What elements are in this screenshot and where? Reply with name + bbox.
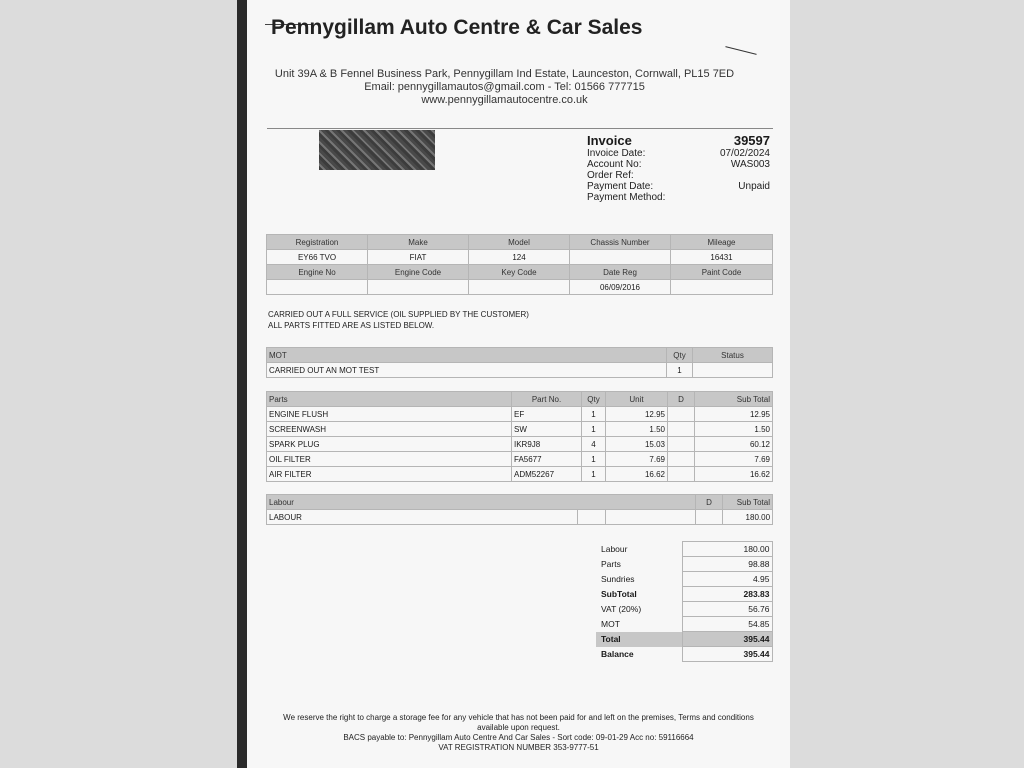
part-qty: 1 — [582, 407, 606, 422]
footer-vat-number: VAT REGISTRATION NUMBER 353-9777-51 — [438, 743, 599, 752]
part-qty: 4 — [582, 437, 606, 452]
part-unit: 1.50 — [606, 422, 668, 437]
table-row — [267, 510, 773, 525]
header-engine-no: Engine No — [267, 265, 368, 280]
table-row — [267, 363, 773, 378]
parts-header-qty: Qty — [582, 392, 606, 407]
part-qty: 1 — [582, 422, 606, 437]
parts-header-d: D — [668, 392, 695, 407]
make-value: FIAT — [368, 250, 469, 265]
part-sub-total: 12.95 — [695, 407, 773, 422]
totals-parts-value: 98.88 — [682, 557, 772, 572]
totals-subtotal-label: SubTotal — [601, 588, 637, 599]
labour-table — [266, 494, 773, 525]
totals-mot-label: MOT — [601, 618, 620, 629]
totals-balance-value: 395.44 — [682, 647, 772, 662]
header-make: Make — [368, 235, 469, 250]
totals-parts-label: Parts — [601, 558, 621, 569]
totals-balance-label: Balance — [601, 648, 634, 659]
date-reg-value: 06/09/2016 — [570, 280, 671, 295]
totals-subtotal-value: 283.83 — [682, 587, 772, 602]
footer-terms-line-1: We reserve the right to charge a storage fee for any vehicle that has not been paid for and left on the premises, Terms and conditions — [283, 713, 754, 722]
labour-header-desc: Labour — [267, 495, 696, 510]
table-row — [267, 452, 773, 467]
parts-header-sub-total: Sub Total — [695, 392, 773, 407]
part-desc: ENGINE FLUSH — [267, 407, 512, 422]
key-code-value — [469, 280, 570, 295]
vehicle-table — [266, 234, 773, 295]
part-desc: SPARK PLUG — [267, 437, 512, 452]
totals-mot-value: 54.85 — [682, 617, 772, 632]
mot-desc: CARRIED OUT AN MOT TEST — [267, 363, 667, 378]
engine-no-value — [267, 280, 368, 295]
registration-value: EY66 TVO — [267, 250, 368, 265]
totals-labour-label: Labour — [601, 543, 628, 554]
header-key-code: Key Code — [469, 265, 570, 280]
business-website: www.pennygillamautocentre.co.uk — [421, 94, 588, 106]
part-discount — [668, 437, 695, 452]
mot-table — [266, 347, 773, 378]
chassis-number-value — [570, 250, 671, 265]
parts-header-part-no: Part No. — [512, 392, 582, 407]
part-desc: SCREENWASH — [267, 422, 512, 437]
labour-blank-cell — [578, 510, 606, 525]
work-note-line-1: CARRIED OUT A FULL SERVICE (OIL SUPPLIED BY THE CUSTOMER) — [268, 310, 529, 319]
totals-total-value: 395.44 — [682, 632, 772, 647]
header-date-reg: Date Reg — [570, 265, 671, 280]
mot-header-desc: MOT — [267, 348, 667, 363]
mot-qty: 1 — [667, 363, 693, 378]
work-note-line-2: ALL PARTS FITTED ARE AS LISTED BELOW. — [268, 321, 435, 330]
table-row — [267, 437, 773, 452]
parts-header-unit: Unit — [606, 392, 668, 407]
payment-date-label: Payment Date: — [587, 181, 654, 192]
mileage-value: 16431 — [671, 250, 773, 265]
totals-sundries-value: 4.95 — [682, 572, 772, 587]
part-number: SW — [512, 422, 582, 437]
part-sub-total: 16.62 — [695, 467, 773, 482]
part-discount — [668, 452, 695, 467]
header-mileage: Mileage — [671, 235, 773, 250]
totals-table — [596, 541, 773, 662]
account-no-value: WAS003 — [730, 159, 770, 170]
mot-status — [693, 363, 773, 378]
footer-bacs-details: BACS payable to: Pennygillam Auto Centre And Car Sales - Sort code: 09-01-29 Acc no: 59116664 — [343, 733, 694, 742]
part-sub-total: 7.69 — [695, 452, 773, 467]
paint-code-value — [671, 280, 773, 295]
part-discount — [668, 407, 695, 422]
redacted-customer-address — [319, 130, 435, 170]
labour-blank-cell — [606, 510, 696, 525]
totals-sundries-label: Sundries — [601, 573, 635, 584]
order-ref-label: Order Ref: — [587, 170, 634, 181]
invoice-number: 39597 — [733, 133, 770, 148]
business-contact: Email: pennygillamautos@gmail.com - Tel: 01566 777715 — [364, 81, 645, 93]
business-name: Pennygillam Auto Centre & Car Sales — [271, 16, 643, 39]
part-sub-total: 60.12 — [695, 437, 773, 452]
header-registration: Registration — [267, 235, 368, 250]
part-unit: 7.69 — [606, 452, 668, 467]
payment-method-label: Payment Method: — [587, 192, 666, 203]
totals-labour-value: 180.00 — [682, 542, 772, 557]
labour-discount — [696, 510, 723, 525]
model-value: 124 — [469, 250, 570, 265]
payment-date-value: Unpaid — [738, 181, 770, 192]
labour-header-d: D — [696, 495, 723, 510]
mot-header-qty: Qty — [667, 348, 693, 363]
header-engine-code: Engine Code — [368, 265, 469, 280]
labour-desc: LABOUR — [267, 510, 578, 525]
part-desc: AIR FILTER — [267, 467, 512, 482]
part-number: FA5677 — [512, 452, 582, 467]
header-divider — [267, 128, 773, 129]
parts-table — [266, 391, 773, 482]
table-row — [267, 422, 773, 437]
footer-terms-line-2: available upon request. — [477, 723, 560, 732]
invoice-date-value: 07/02/2024 — [719, 148, 770, 159]
header-model: Model — [469, 235, 570, 250]
invoice-label: Invoice — [587, 133, 632, 148]
header-paint-code: Paint Code — [671, 265, 773, 280]
part-unit: 16.62 — [606, 467, 668, 482]
account-no-label: Account No: — [587, 159, 642, 170]
pen-mark — [725, 46, 756, 55]
totals-total-label: Total — [596, 632, 682, 647]
labour-header-sub-total: Sub Total — [723, 495, 773, 510]
parts-header-desc: Parts — [267, 392, 512, 407]
part-qty: 1 — [582, 467, 606, 482]
totals-vat-label: VAT (20%) — [601, 603, 642, 614]
invoice-sheet — [247, 0, 790, 768]
part-number: IKR9J8 — [512, 437, 582, 452]
part-number: ADM52267 — [512, 467, 582, 482]
part-desc: OIL FILTER — [267, 452, 512, 467]
engine-code-value — [368, 280, 469, 295]
part-discount — [668, 467, 695, 482]
table-row — [267, 407, 773, 422]
business-address: Unit 39A & B Fennel Business Park, Pennygillam Ind Estate, Launceston, Cornwall, PL15 7ED — [274, 68, 735, 80]
mot-header-status: Status — [693, 348, 773, 363]
part-number: EF — [512, 407, 582, 422]
header-chassis-number: Chassis Number — [570, 235, 671, 250]
part-sub-total: 1.50 — [695, 422, 773, 437]
labour-sub-total: 180.00 — [723, 510, 773, 525]
totals-vat-value: 56.76 — [682, 602, 772, 617]
part-unit: 12.95 — [606, 407, 668, 422]
part-unit: 15.03 — [606, 437, 668, 452]
part-discount — [668, 422, 695, 437]
invoice-date-label: Invoice Date: — [587, 148, 646, 159]
table-row — [267, 467, 773, 482]
part-qty: 1 — [582, 452, 606, 467]
